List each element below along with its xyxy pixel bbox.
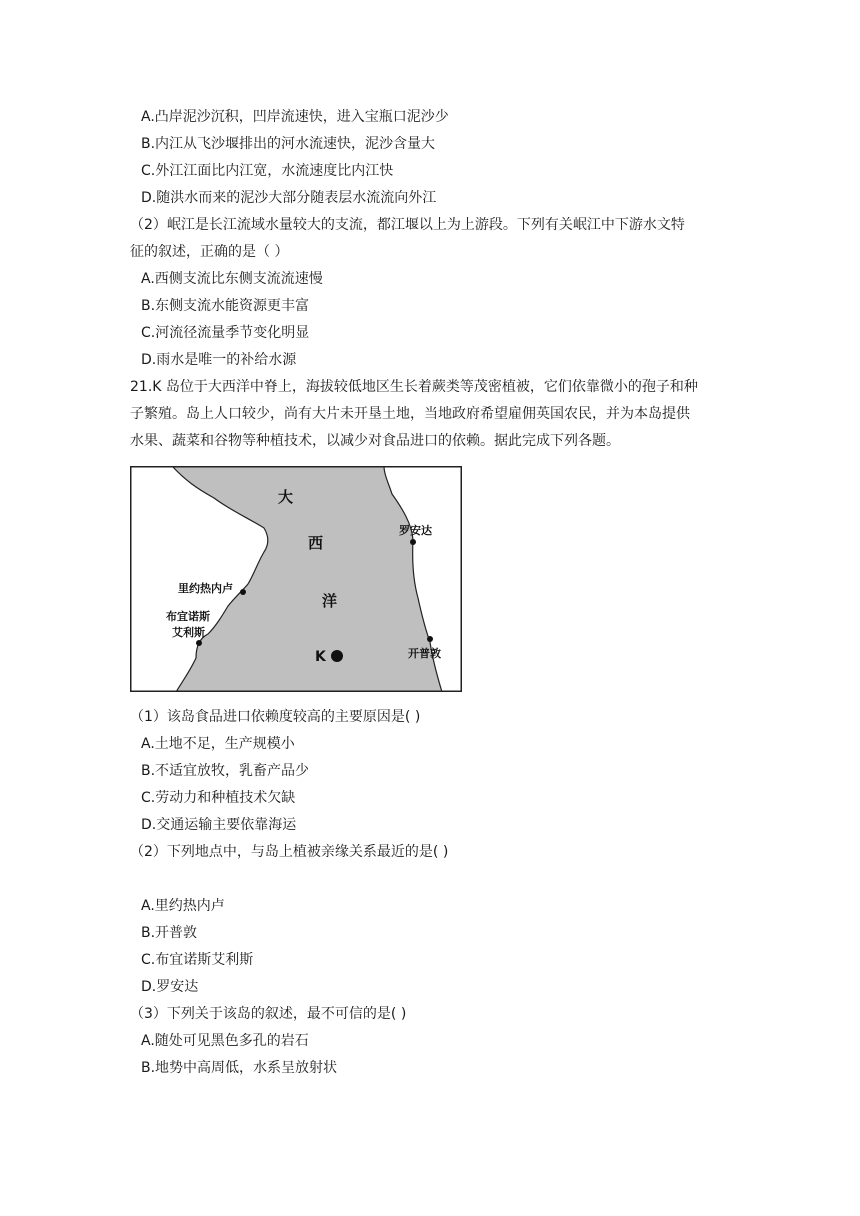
question-21-text: 水果、蔬菜和谷物等种植技术，以减少对食品进口的依赖。据此完成下列各题。 [130,433,620,449]
question-stem: （2）岷江是长江流域水量较大的支流，都江堰以上为上游段。下列有关岷江中下游水文特 [130,217,685,233]
option-d: D.随洪水而来的泥沙大部分随表层水流流向外江 [141,190,437,206]
city-marker [196,640,202,646]
city-label-buenos-aires: 布宜诺斯 [166,610,210,623]
option-b: B.地势中高周低，水系呈放射状 [141,1060,338,1076]
option-d: D.雨水是唯一的补给水源 [141,352,297,368]
option-b: B.不适宜放牧，乳畜产品少 [141,763,310,779]
ocean-label: 洋 [322,592,338,610]
option-a: A.随处可见黑色多孔的岩石 [141,1033,309,1049]
option-c: C.劳动力和种植技术欠缺 [141,790,296,806]
city-marker [427,636,433,642]
option-a: A.土地不足，生产规模小 [141,736,295,752]
question-stem: （3）下列关于该岛的叙述，最不可信的是( ) [130,1006,407,1022]
city-label-luanda: 罗安达 [399,524,432,537]
option-b: B.东侧支流水能资源更丰富 [141,298,310,314]
option-b: B.开普敦 [141,925,198,941]
option-c: C.布宜诺斯艾利斯 [141,952,254,968]
city-marker [410,539,416,545]
question-stem: （2）下列地点中，与岛上植被亲缘关系最近的是( ) [130,844,449,860]
city-label-rio: 里约热内卢 [178,582,233,595]
option-a: A.西侧支流比东侧支流流速慢 [141,271,323,287]
question-21-text: 子繁殖。岛上人口较少，尚有大片未开垦土地，当地政府希望雇佣英国农民，并为本岛提供 [130,406,690,422]
city-label-buenos-aires: 艾利斯 [172,626,205,639]
island-label: K [315,649,326,665]
ocean-label: 大 [278,488,294,506]
question-21-text: 21.K 岛位于大西洋中脊上，海拔较低地区生长着蕨类等茂密植被，它们依靠微小的孢子和种 [130,379,698,395]
option-b: B.内江从飞沙堰排出的河水流速快，泥沙含量大 [141,136,436,152]
option-a: A.凸岸泥沙沉积，凹岸流速快，进入宝瓶口泥沙少 [141,109,449,125]
island-k-marker [331,650,343,662]
option-c: C.外江江面比内江宽，水流速度比内江快 [141,163,394,179]
option-d: D.交通运输主要依靠海运 [141,817,297,833]
question-stem-continued: 征的叙述，正确的是（ ） [130,244,289,260]
question-stem: （1）该岛食品进口依赖度较高的主要原因是( ) [130,709,421,725]
option-a: A.里约热内卢 [141,898,225,914]
option-d: D.罗安达 [141,979,199,995]
option-c: C.河流径流量季节变化明显 [141,325,310,341]
atlantic-map [130,466,462,692]
city-marker [240,589,246,595]
city-label-cape-town: 开普敦 [408,647,441,660]
ocean-label: 西 [308,534,324,552]
